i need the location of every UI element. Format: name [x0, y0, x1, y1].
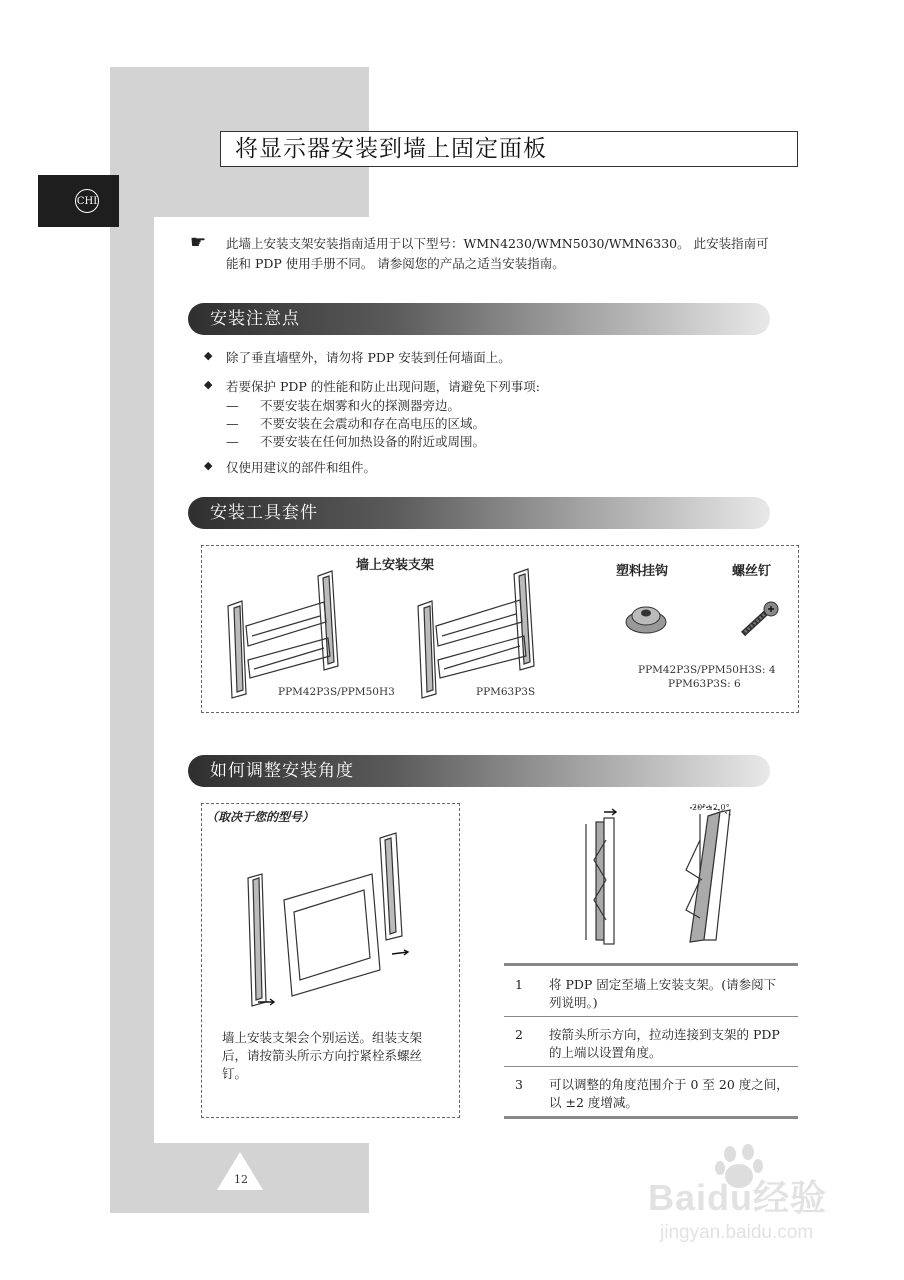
tilt-angle-label: 20°±2.0°: [692, 803, 730, 812]
screw-image: [735, 600, 783, 640]
steps-top-rule: [504, 963, 798, 966]
dash-mark: —: [226, 416, 239, 431]
step-2-number: 2: [515, 1027, 523, 1042]
fastener-qty-2: PPM63P3S: 6: [668, 678, 741, 690]
language-tab-label: CHI: [75, 189, 99, 213]
precaution-dash-1: 不要安装在烟雾和火的探测器旁边。: [260, 398, 461, 413]
bracket-b-model: PPM63P3S: [476, 686, 536, 698]
precaution-bullet-1: 除了垂直墙壁外，请勿将 PDP 安装到任何墙面上。: [226, 350, 511, 365]
bracket-assembly-image: [240, 830, 430, 1010]
page-title: 将显示器安装到墙上固定面板: [220, 131, 798, 167]
step-3-line-1: 可以调整的角度范围介于 0 至 20 度之间，: [549, 1077, 789, 1092]
precaution-bullet-3: 仅使用建议的部件和组件。: [226, 460, 377, 475]
step-3-number: 3: [515, 1077, 523, 1092]
tilt-side-view-image: [582, 800, 762, 950]
bullet-diamond-icon: ◆: [204, 378, 213, 391]
steps-bottom-rule: [504, 1116, 798, 1119]
precaution-dash-2: 不要安装在会震动和存在高电压的区域。: [260, 416, 486, 431]
step-divider: [504, 1066, 798, 1067]
step-1-line-1: 将 PDP 固定至墙上安装支架。(请参阅下: [549, 977, 777, 992]
fastener-qty-1: PPM42P3S/PPM50H3S: 4: [638, 664, 776, 676]
page-number: 12: [234, 1173, 248, 1186]
bracket-label: 墙上安装支架: [356, 558, 435, 573]
step-2-line-1: 按箭头所示方向，拉动连接到支架的 PDP: [549, 1027, 780, 1042]
section-heading-precautions: 安装注意点: [188, 303, 770, 335]
watermark-url: jingyan.baidu.com: [660, 1222, 814, 1243]
assembly-caption-1: 墙上安装支架会个别运送。组装支架: [222, 1030, 423, 1045]
intro-line-1: 此墙上安装支架安装指南适用于以下型号：WMN4230/WMN5030/WMN6330。 此安装指南可: [226, 236, 769, 251]
assembly-caption-3: 钉。: [222, 1066, 248, 1081]
section-heading-kit: 安装工具套件: [188, 497, 770, 529]
screw-label: 螺丝钉: [732, 564, 772, 579]
step-1-line-2: 列说明。): [549, 995, 598, 1010]
bullet-diamond-icon: ◆: [204, 349, 213, 362]
precaution-bullet-2: 若要保护 PDP 的性能和防止出现问题，请避免下列事项:: [226, 379, 541, 394]
hook-label: 塑料挂钩: [616, 564, 669, 579]
section-heading-angle: 如何调整安装角度: [188, 755, 770, 787]
step-1-number: 1: [515, 977, 523, 992]
intro-line-2: 能和 PDP 使用手册不同。 请参阅您的产品之适当安装指南。: [226, 256, 565, 271]
wall-bracket-b-image: [412, 566, 542, 706]
assembly-caption-2: 后，请按箭头所示方向拧紧栓系螺丝: [222, 1048, 423, 1063]
side-panel-left: [110, 217, 154, 1213]
step-2-line-2: 的上端以设置角度。: [549, 1045, 662, 1060]
dash-mark: —: [226, 398, 239, 413]
pointing-hand-icon: ☛: [190, 232, 207, 253]
wall-bracket-a-image: [220, 566, 350, 706]
bracket-a-model: PPM42P3S/PPM50H3: [278, 686, 395, 698]
plastic-hook-image: [622, 598, 670, 638]
step-divider: [504, 1016, 798, 1017]
watermark-brand: Baidu经验: [648, 1177, 828, 1218]
bullet-diamond-icon: ◆: [204, 459, 213, 472]
step-3-line-2: 以 ±2 度增减。: [549, 1095, 638, 1110]
precaution-dash-3: 不要安装在任何加热设备的附近或周围。: [260, 434, 486, 449]
angle-model-note: （取决于您的型号）: [206, 810, 315, 824]
dash-mark: —: [226, 434, 239, 449]
